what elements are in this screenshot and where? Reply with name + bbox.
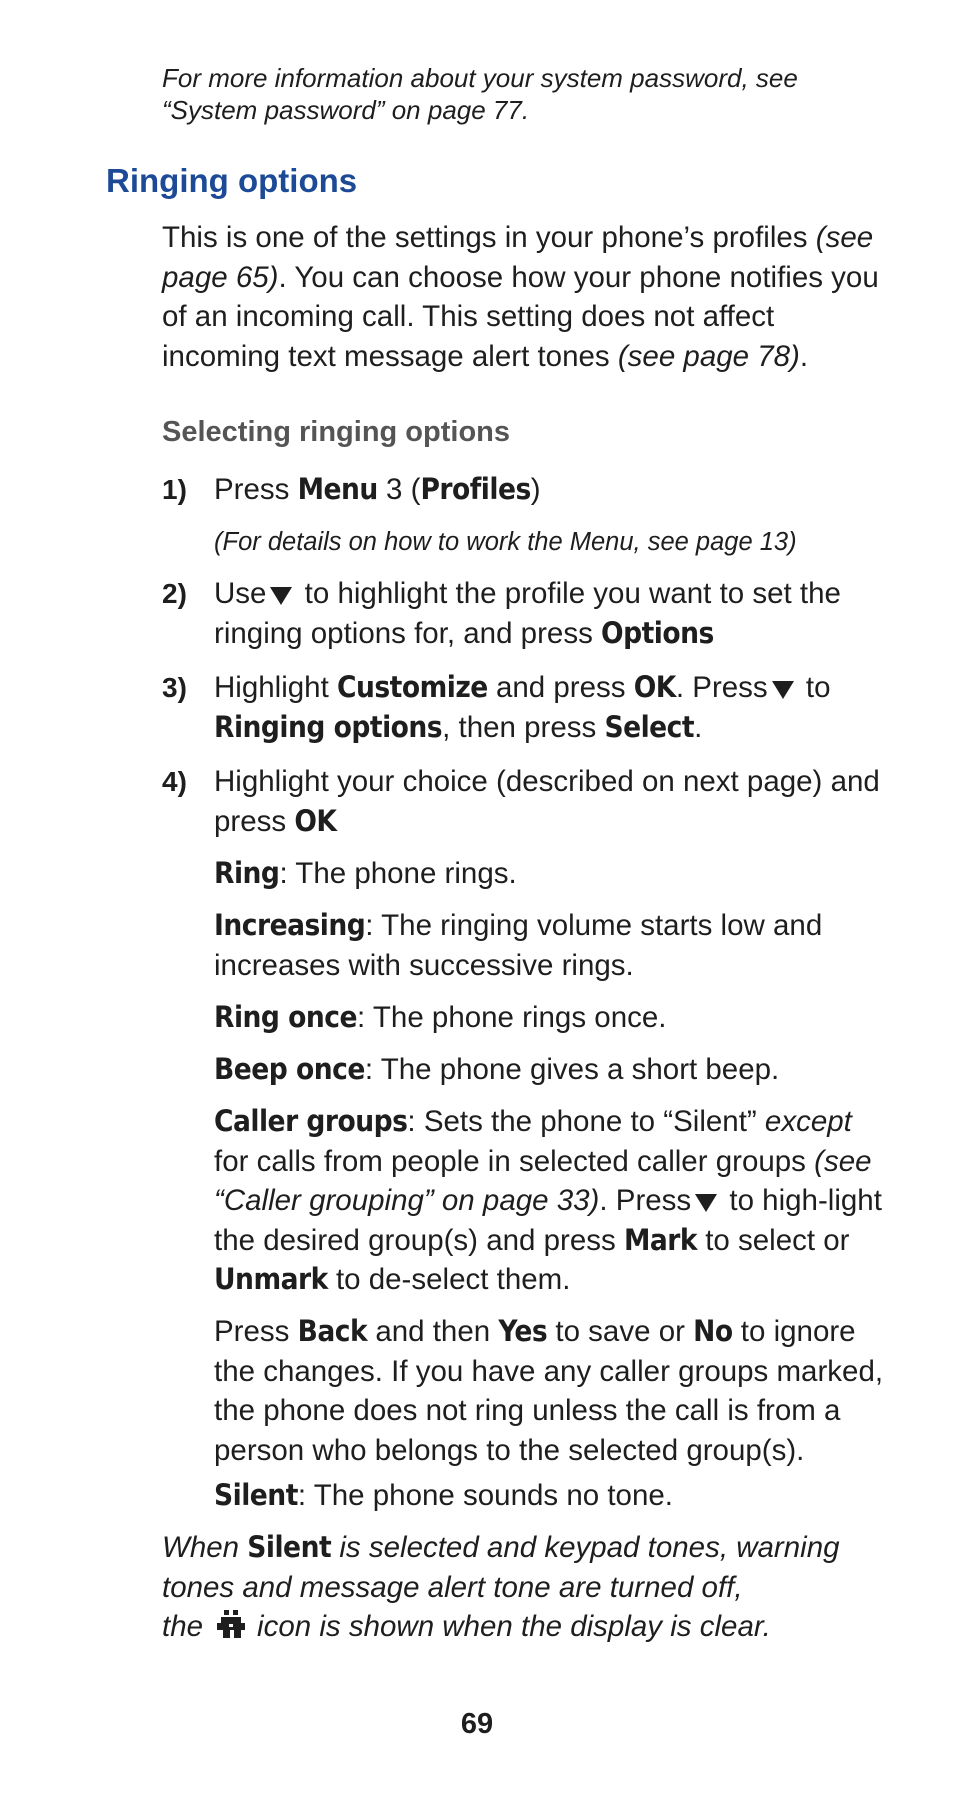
key-yes: Yes <box>498 1314 548 1348</box>
key-unmark: Unmark <box>214 1262 328 1296</box>
note-text: icon is shown when the display is clear. <box>257 1610 771 1643</box>
key-ok: OK <box>633 670 676 704</box>
option-text: to de-select them. <box>327 1263 571 1296</box>
silent-note <box>162 1528 892 1647</box>
option-text: for calls from people in selected caller groups <box>214 1144 815 1178</box>
option-ring-once <box>214 998 894 1038</box>
key-customize: Customize <box>336 670 488 704</box>
step-text: . <box>694 710 703 744</box>
option-text: : The phone sounds no tone. <box>297 1479 673 1512</box>
option-text: to high-light the desired group(s) and press <box>214 1184 882 1257</box>
option-text: : The phone rings. <box>279 857 517 890</box>
key-mark: Mark <box>623 1222 698 1257</box>
body-text: . <box>799 339 809 373</box>
down-arrow-icon <box>772 681 794 699</box>
step-text: to <box>797 671 831 704</box>
step-number: 2) <box>162 578 187 609</box>
step-text: Use <box>214 577 267 610</box>
step-text: 3 ( <box>377 473 421 506</box>
option-caller-groups <box>214 1102 894 1300</box>
option-emphasis: except <box>764 1105 852 1138</box>
note-text: Press <box>214 1315 298 1348</box>
body-text: This is one of the settings in your phone’s profiles <box>162 221 816 254</box>
key-no: No <box>693 1314 733 1348</box>
step-text: . Press <box>675 671 768 704</box>
note-text: and then <box>367 1315 499 1348</box>
body-text: . You can choose how your phone notifies you of an incoming call. This setting does not affect incoming text message alert tones <box>162 260 879 373</box>
key-ringing-options: Ringing options <box>214 709 443 744</box>
key-profiles: Profiles <box>420 472 531 506</box>
option-label: Ring once <box>214 1000 358 1034</box>
note-text: to ignore the changes. If you have any caller groups marked, the phone does not ring unless the call is from a person who belongs to the selected group(s). <box>214 1315 884 1467</box>
step-text: , then press <box>442 710 605 744</box>
intro-note <box>162 62 882 126</box>
option-text: . Press <box>599 1184 692 1217</box>
intro-note-line2: “System password” on page 77. <box>162 95 530 125</box>
key-silent: Silent <box>247 1530 332 1564</box>
subsection-title: Selecting ringing options <box>162 416 510 448</box>
key-options: Options <box>601 615 714 650</box>
body-ref: (see page 65) <box>162 221 874 294</box>
option-beep-once <box>214 1050 894 1090</box>
step-3 <box>162 668 902 747</box>
step-text: Highlight <box>214 671 337 704</box>
intro-note-line1: For more information about your system password, see <box>162 63 798 93</box>
step-text: Press <box>214 473 298 506</box>
option-increasing <box>214 906 894 985</box>
step-number: 4) <box>162 766 187 797</box>
step-text: and press <box>487 671 634 704</box>
note-text: When <box>162 1531 248 1564</box>
note-text: is selected and keypad tones, warning tones and message alert tone are turned off, <box>162 1531 840 1604</box>
option-label: Increasing <box>214 908 366 942</box>
step-4 <box>162 762 902 841</box>
key-back: Back <box>297 1314 368 1348</box>
option-ref: (see “Caller grouping” on page 33) <box>214 1144 872 1217</box>
step-text: Highlight your choice (described on next page) and press <box>214 765 880 838</box>
step-1 <box>162 470 902 510</box>
option-text: : Sets the phone to “Silent” <box>407 1105 765 1138</box>
note-text: the <box>162 1610 204 1643</box>
step-1-note: (For details on how to work the Menu, see page 13) <box>214 528 797 556</box>
key-ok: OK <box>294 803 337 838</box>
silent-mode-icon <box>215 1610 247 1640</box>
key-menu: Menu <box>297 472 378 506</box>
down-arrow-icon <box>695 1194 717 1212</box>
option-label: Caller groups <box>214 1104 408 1138</box>
option-label: Beep once <box>214 1052 365 1086</box>
option-text: : The ringing volume starts low and increases with successive rings. <box>214 909 823 982</box>
option-label: Silent <box>214 1478 298 1512</box>
step-number: 3) <box>162 672 187 703</box>
note-text: to save or <box>547 1315 694 1348</box>
body-ref: (see page 78) <box>617 339 800 373</box>
option-text: to select or <box>697 1223 850 1257</box>
option-silent <box>214 1476 894 1516</box>
step-text: to highlight the profile you want to set the ringing options for, and press <box>214 577 841 650</box>
page-number: 69 <box>460 1708 494 1740</box>
key-select: Select <box>604 709 695 744</box>
option-text: : The phone gives a short beep. <box>364 1053 780 1086</box>
step-2 <box>162 574 902 653</box>
step-text: ) <box>530 473 541 506</box>
section-title: Ringing options <box>106 162 358 199</box>
option-label: Ring <box>214 856 280 890</box>
intro-paragraph <box>162 218 892 376</box>
press-back-note <box>214 1312 894 1470</box>
option-text: : The phone rings once. <box>357 1001 667 1034</box>
option-ring <box>214 854 894 894</box>
down-arrow-icon <box>270 587 292 605</box>
step-number: 1) <box>162 474 187 505</box>
